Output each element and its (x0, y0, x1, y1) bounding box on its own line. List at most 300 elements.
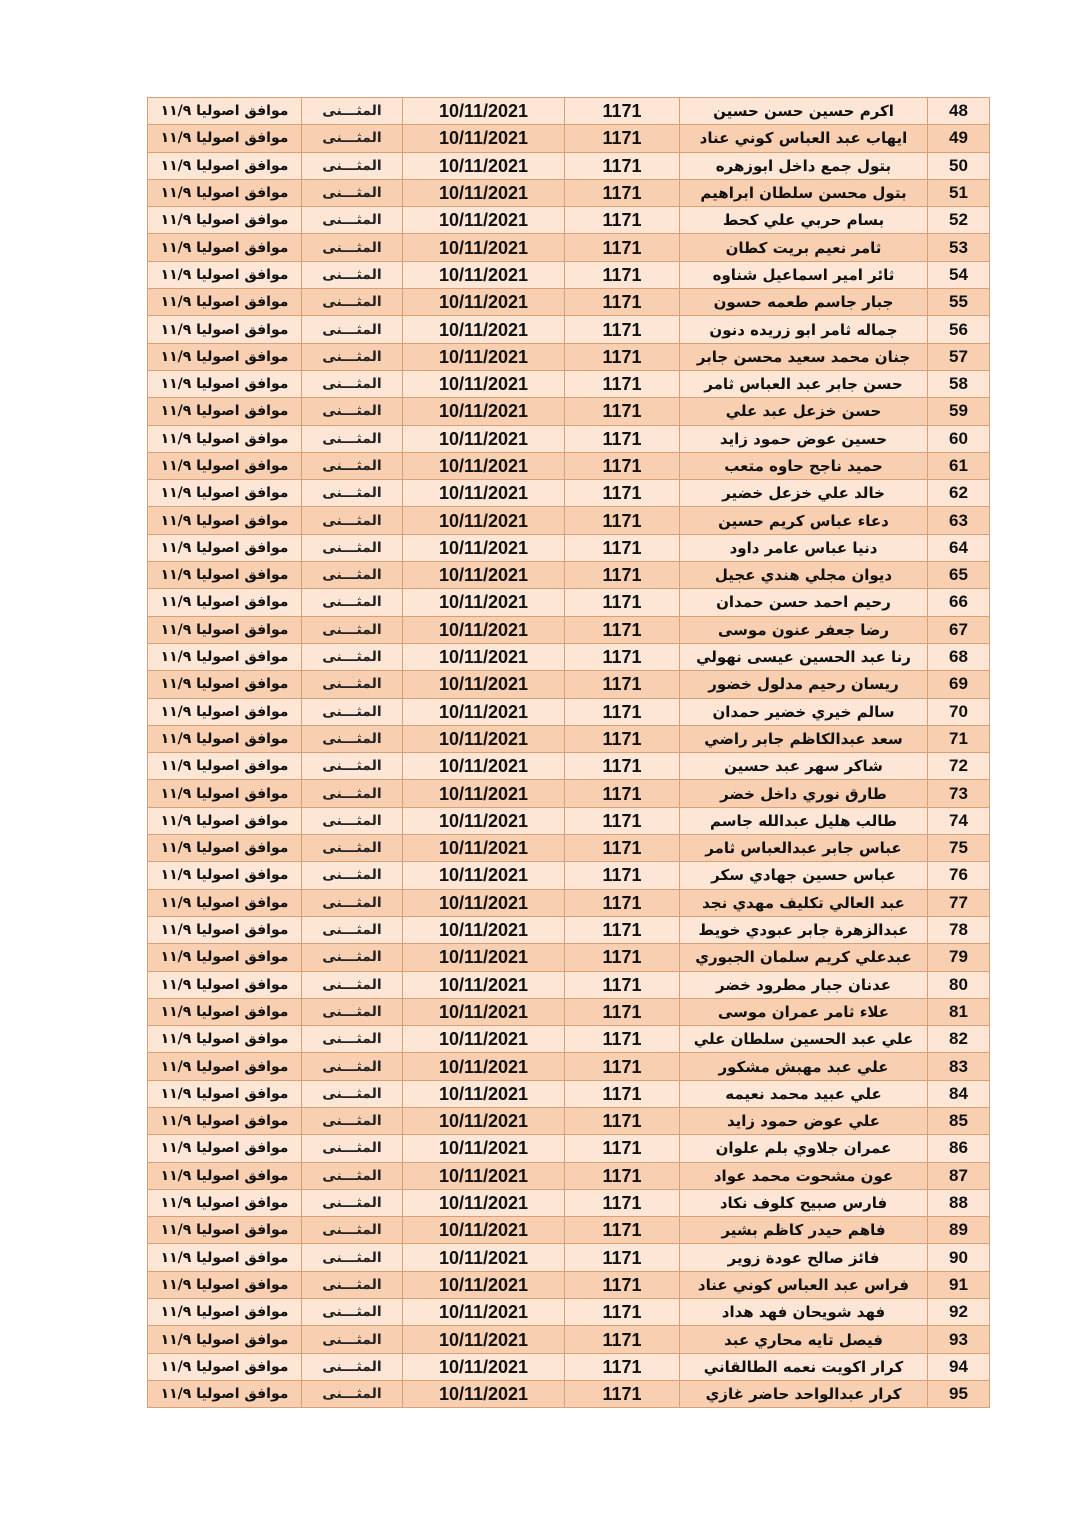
row-number-cell: 68 (928, 643, 990, 670)
governorate-cell: المثـــنى (302, 234, 403, 261)
date-cell: 10/11/2021 (403, 1189, 565, 1216)
table-row (148, 1107, 990, 1134)
row-number-cell: 72 (928, 753, 990, 780)
name-cell: فهد شويحان فهد هداد (680, 1299, 928, 1326)
name-cell: علي عوض حمود زايد (680, 1107, 928, 1134)
status-cell: موافق اصوليا ١١/٩ (148, 643, 302, 670)
table-row (148, 643, 990, 670)
code-cell: 1171 (565, 1244, 680, 1271)
table-row (148, 1053, 990, 1080)
table-row (148, 780, 990, 807)
row-number-cell: 69 (928, 671, 990, 698)
date-cell: 10/11/2021 (403, 1380, 565, 1407)
governorate-cell: المثـــنى (302, 671, 403, 698)
name-cell: علي عبد مهبش مشكور (680, 1053, 928, 1080)
governorate-cell: المثـــنى (302, 1080, 403, 1107)
table-row (148, 207, 990, 234)
date-cell: 10/11/2021 (403, 916, 565, 943)
row-number-cell: 81 (928, 998, 990, 1025)
status-cell: موافق اصوليا ١١/٩ (148, 1326, 302, 1353)
name-cell: عدنان جبار مطرود خضر (680, 971, 928, 998)
date-cell: 10/11/2021 (403, 1135, 565, 1162)
name-cell: رضا جعفر عنون موسى (680, 616, 928, 643)
row-number-cell: 78 (928, 916, 990, 943)
table-row (148, 725, 990, 752)
status-cell: موافق اصوليا ١١/٩ (148, 998, 302, 1025)
name-cell: جنان محمد سعيد محسن جابر (680, 343, 928, 370)
name-cell: دنيا عباس عامر داود (680, 534, 928, 561)
status-cell: موافق اصوليا ١١/٩ (148, 1053, 302, 1080)
code-cell: 1171 (565, 507, 680, 534)
status-cell: موافق اصوليا ١١/٩ (148, 753, 302, 780)
date-cell: 10/11/2021 (403, 398, 565, 425)
code-cell: 1171 (565, 234, 680, 261)
governorate-cell: المثـــنى (302, 998, 403, 1025)
governorate-cell: المثـــنى (302, 944, 403, 971)
status-cell: موافق اصوليا ١١/٩ (148, 152, 302, 179)
table-body (148, 98, 990, 1408)
governorate-cell: المثـــنى (302, 589, 403, 616)
code-cell: 1171 (565, 398, 680, 425)
code-cell: 1171 (565, 1271, 680, 1298)
row-number-cell: 80 (928, 971, 990, 998)
name-cell: اكرم حسين حسن حسين (680, 98, 928, 125)
status-cell: موافق اصوليا ١١/٩ (148, 671, 302, 698)
governorate-cell: المثـــنى (302, 207, 403, 234)
name-cell: فيصل تايه محاري عبد (680, 1326, 928, 1353)
governorate-cell: المثـــنى (302, 643, 403, 670)
code-cell: 1171 (565, 125, 680, 152)
governorate-cell: المثـــنى (302, 1244, 403, 1271)
code-cell: 1171 (565, 589, 680, 616)
name-cell: دعاء عباس كريم حسين (680, 507, 928, 534)
row-number-cell: 60 (928, 425, 990, 452)
code-cell: 1171 (565, 835, 680, 862)
row-number-cell: 63 (928, 507, 990, 534)
name-cell: ريسان رحيم مدلول خضور (680, 671, 928, 698)
governorate-cell: المثـــنى (302, 152, 403, 179)
name-cell: بتول جمع داخل ابوزهره (680, 152, 928, 179)
table-row (148, 807, 990, 834)
date-cell: 10/11/2021 (403, 98, 565, 125)
code-cell: 1171 (565, 152, 680, 179)
table-row (148, 1326, 990, 1353)
governorate-cell: المثـــنى (302, 862, 403, 889)
date-cell: 10/11/2021 (403, 1162, 565, 1189)
status-cell: موافق اصوليا ١١/٩ (148, 1217, 302, 1244)
date-cell: 10/11/2021 (403, 589, 565, 616)
date-cell: 10/11/2021 (403, 234, 565, 261)
table-row (148, 398, 990, 425)
status-cell: موافق اصوليا ١١/٩ (148, 1353, 302, 1380)
table-row (148, 534, 990, 561)
governorate-cell: المثـــنى (302, 425, 403, 452)
governorate-cell: المثـــنى (302, 1107, 403, 1134)
date-cell: 10/11/2021 (403, 207, 565, 234)
code-cell: 1171 (565, 944, 680, 971)
code-cell: 1171 (565, 179, 680, 206)
row-number-cell: 89 (928, 1217, 990, 1244)
row-number-cell: 75 (928, 835, 990, 862)
table-row (148, 1026, 990, 1053)
row-number-cell: 56 (928, 316, 990, 343)
row-number-cell: 70 (928, 698, 990, 725)
governorate-cell: المثـــنى (302, 807, 403, 834)
table-row (148, 1162, 990, 1189)
row-number-cell: 91 (928, 1271, 990, 1298)
status-cell: موافق اصوليا ١١/٩ (148, 562, 302, 589)
name-cell: علاء ثامر عمران موسى (680, 998, 928, 1025)
name-cell: عبدعلي كريم سلمان الجبوري (680, 944, 928, 971)
governorate-cell: المثـــنى (302, 370, 403, 397)
date-cell: 10/11/2021 (403, 1053, 565, 1080)
date-cell: 10/11/2021 (403, 944, 565, 971)
name-cell: عمران جلاوي بلم علوان (680, 1135, 928, 1162)
code-cell: 1171 (565, 807, 680, 834)
row-number-cell: 74 (928, 807, 990, 834)
status-cell: موافق اصوليا ١١/٩ (148, 944, 302, 971)
table-row (148, 507, 990, 534)
status-cell: موافق اصوليا ١١/٩ (148, 1189, 302, 1216)
code-cell: 1171 (565, 480, 680, 507)
table-row (148, 1380, 990, 1407)
name-cell: فراس عبد العباس كوني عناد (680, 1271, 928, 1298)
governorate-cell: المثـــنى (302, 753, 403, 780)
table-row (148, 944, 990, 971)
code-cell: 1171 (565, 316, 680, 343)
date-cell: 10/11/2021 (403, 1244, 565, 1271)
governorate-cell: المثـــنى (302, 1162, 403, 1189)
row-number-cell: 76 (928, 862, 990, 889)
table-row (148, 1271, 990, 1298)
status-cell: موافق اصوليا ١١/٩ (148, 725, 302, 752)
table-row (148, 1189, 990, 1216)
code-cell: 1171 (565, 1299, 680, 1326)
status-cell: موافق اصوليا ١١/٩ (148, 698, 302, 725)
date-cell: 10/11/2021 (403, 1299, 565, 1326)
governorate-cell: المثـــنى (302, 562, 403, 589)
code-cell: 1171 (565, 1380, 680, 1407)
status-cell: موافق اصوليا ١١/٩ (148, 807, 302, 834)
governorate-cell: المثـــنى (302, 1271, 403, 1298)
date-cell: 10/11/2021 (403, 1107, 565, 1134)
code-cell: 1171 (565, 562, 680, 589)
name-cell: فائز صالح عودة زوير (680, 1244, 928, 1271)
date-cell: 10/11/2021 (403, 671, 565, 698)
date-cell: 10/11/2021 (403, 507, 565, 534)
code-cell: 1171 (565, 916, 680, 943)
name-cell: علي عبيد محمد نعيمه (680, 1080, 928, 1107)
date-cell: 10/11/2021 (403, 1271, 565, 1298)
governorate-cell: المثـــنى (302, 889, 403, 916)
table-row (148, 452, 990, 479)
name-cell: رنا عبد الحسين عيسى نهولي (680, 643, 928, 670)
status-cell: موافق اصوليا ١١/٩ (148, 1135, 302, 1162)
status-cell: موافق اصوليا ١١/٩ (148, 234, 302, 261)
code-cell: 1171 (565, 889, 680, 916)
code-cell: 1171 (565, 998, 680, 1025)
governorate-cell: المثـــنى (302, 1217, 403, 1244)
row-number-cell: 64 (928, 534, 990, 561)
name-cell: عبدالزهرة جابر عبودي خويط (680, 916, 928, 943)
table-row (148, 152, 990, 179)
name-cell: حسن جابر عبد العباس ثامر (680, 370, 928, 397)
table-row (148, 125, 990, 152)
date-cell: 10/11/2021 (403, 1026, 565, 1053)
table-row (148, 562, 990, 589)
governorate-cell: المثـــنى (302, 316, 403, 343)
table-row (148, 261, 990, 288)
date-cell: 10/11/2021 (403, 643, 565, 670)
code-cell: 1171 (565, 289, 680, 316)
status-cell: موافق اصوليا ١١/٩ (148, 480, 302, 507)
table-row (148, 234, 990, 261)
status-cell: موافق اصوليا ١١/٩ (148, 425, 302, 452)
date-cell: 10/11/2021 (403, 562, 565, 589)
date-cell: 10/11/2021 (403, 152, 565, 179)
name-cell: كرار عبدالواحد حاضر غازي (680, 1380, 928, 1407)
name-cell: حسن خزعل عبد علي (680, 398, 928, 425)
table-row (148, 1353, 990, 1380)
name-cell: بسام حربي علي كحط (680, 207, 928, 234)
row-number-cell: 55 (928, 289, 990, 316)
row-number-cell: 53 (928, 234, 990, 261)
date-cell: 10/11/2021 (403, 289, 565, 316)
status-cell: موافق اصوليا ١١/٩ (148, 507, 302, 534)
row-number-cell: 85 (928, 1107, 990, 1134)
name-cell: عبد العالي تكليف مهدي نجد (680, 889, 928, 916)
status-cell: موافق اصوليا ١١/٩ (148, 98, 302, 125)
code-cell: 1171 (565, 1135, 680, 1162)
name-cell: فاهم حيدر كاظم بشير (680, 1217, 928, 1244)
table-row (148, 916, 990, 943)
row-number-cell: 84 (928, 1080, 990, 1107)
date-cell: 10/11/2021 (403, 780, 565, 807)
row-number-cell: 67 (928, 616, 990, 643)
status-cell: موافق اصوليا ١١/٩ (148, 398, 302, 425)
code-cell: 1171 (565, 698, 680, 725)
status-cell: موافق اصوليا ١١/٩ (148, 207, 302, 234)
name-cell: فارس صبيح كلوف نكاد (680, 1189, 928, 1216)
table-row (148, 98, 990, 125)
name-cell: بتول محسن سلطان ابراهيم (680, 179, 928, 206)
date-cell: 10/11/2021 (403, 125, 565, 152)
name-cell: ثائر امير اسماعيل شناوه (680, 261, 928, 288)
date-cell: 10/11/2021 (403, 1080, 565, 1107)
row-number-cell: 49 (928, 125, 990, 152)
code-cell: 1171 (565, 1353, 680, 1380)
governorate-cell: المثـــنى (302, 1189, 403, 1216)
governorate-cell: المثـــنى (302, 179, 403, 206)
code-cell: 1171 (565, 1162, 680, 1189)
governorate-cell: المثـــنى (302, 616, 403, 643)
code-cell: 1171 (565, 425, 680, 452)
row-number-cell: 94 (928, 1353, 990, 1380)
table-row (148, 889, 990, 916)
name-cell: حسين عوض حمود زايد (680, 425, 928, 452)
name-cell: طارق نوري داخل خضر (680, 780, 928, 807)
name-cell: طالب هليل عبدالله جاسم (680, 807, 928, 834)
code-cell: 1171 (565, 1217, 680, 1244)
code-cell: 1171 (565, 534, 680, 561)
date-cell: 10/11/2021 (403, 179, 565, 206)
table-row (148, 480, 990, 507)
code-cell: 1171 (565, 725, 680, 752)
governorate-cell: المثـــنى (302, 98, 403, 125)
governorate-cell: المثـــنى (302, 971, 403, 998)
name-cell: عباس حسين جهادي سكر (680, 862, 928, 889)
status-cell: موافق اصوليا ١١/٩ (148, 1380, 302, 1407)
code-cell: 1171 (565, 616, 680, 643)
row-number-cell: 50 (928, 152, 990, 179)
code-cell: 1171 (565, 753, 680, 780)
status-cell: موافق اصوليا ١١/٩ (148, 343, 302, 370)
row-number-cell: 87 (928, 1162, 990, 1189)
governorate-cell: المثـــنى (302, 835, 403, 862)
status-cell: موافق اصوليا ١١/٩ (148, 316, 302, 343)
date-cell: 10/11/2021 (403, 807, 565, 834)
status-cell: موافق اصوليا ١١/٩ (148, 452, 302, 479)
name-cell: جماله ثامر ابو زريده دنون (680, 316, 928, 343)
date-cell: 10/11/2021 (403, 261, 565, 288)
governorate-cell: المثـــنى (302, 289, 403, 316)
row-number-cell: 61 (928, 452, 990, 479)
row-number-cell: 77 (928, 889, 990, 916)
code-cell: 1171 (565, 452, 680, 479)
name-cell: ديوان مجلي هندي عجيل (680, 562, 928, 589)
status-cell: موافق اصوليا ١١/٩ (148, 289, 302, 316)
status-cell: موافق اصوليا ١١/٩ (148, 971, 302, 998)
date-cell: 10/11/2021 (403, 835, 565, 862)
table-row (148, 971, 990, 998)
name-cell: عون مشحوت محمد عواد (680, 1162, 928, 1189)
code-cell: 1171 (565, 98, 680, 125)
date-cell: 10/11/2021 (403, 616, 565, 643)
table-row (148, 1244, 990, 1271)
date-cell: 10/11/2021 (403, 534, 565, 561)
governorate-cell: المثـــنى (302, 534, 403, 561)
governorate-cell: المثـــنى (302, 452, 403, 479)
code-cell: 1171 (565, 1053, 680, 1080)
date-cell: 10/11/2021 (403, 343, 565, 370)
name-cell: عباس جابر عبدالعباس ثامر (680, 835, 928, 862)
table-row (148, 753, 990, 780)
table-row (148, 289, 990, 316)
code-cell: 1171 (565, 1107, 680, 1134)
name-cell: خالد علي خزعل خضير (680, 480, 928, 507)
status-cell: موافق اصوليا ١١/٩ (148, 1244, 302, 1271)
status-cell: موافق اصوليا ١١/٩ (148, 370, 302, 397)
table-row (148, 370, 990, 397)
date-cell: 10/11/2021 (403, 316, 565, 343)
row-number-cell: 83 (928, 1053, 990, 1080)
status-cell: موافق اصوليا ١١/٩ (148, 889, 302, 916)
name-cell: علي عبد الحسين سلطان علي (680, 1026, 928, 1053)
row-number-cell: 73 (928, 780, 990, 807)
row-number-cell: 90 (928, 1244, 990, 1271)
name-cell: رحيم احمد حسن حمدان (680, 589, 928, 616)
name-cell: سعد عبدالكاظم جابر راضي (680, 725, 928, 752)
table-row (148, 671, 990, 698)
code-cell: 1171 (565, 862, 680, 889)
governorate-cell: المثـــنى (302, 1299, 403, 1326)
governorate-cell: المثـــنى (302, 507, 403, 534)
code-cell: 1171 (565, 1080, 680, 1107)
row-number-cell: 48 (928, 98, 990, 125)
approval-list-table (147, 97, 990, 1408)
status-cell: موافق اصوليا ١١/٩ (148, 534, 302, 561)
row-number-cell: 62 (928, 480, 990, 507)
row-number-cell: 82 (928, 1026, 990, 1053)
row-number-cell: 86 (928, 1135, 990, 1162)
table-row (148, 835, 990, 862)
table-row (148, 316, 990, 343)
table-row (148, 616, 990, 643)
code-cell: 1171 (565, 1189, 680, 1216)
governorate-cell: المثـــنى (302, 1053, 403, 1080)
name-cell: جبار جاسم طعمه حسون (680, 289, 928, 316)
name-cell: سالم خيري خضير حمدان (680, 698, 928, 725)
governorate-cell: المثـــنى (302, 1353, 403, 1380)
date-cell: 10/11/2021 (403, 370, 565, 397)
governorate-cell: المثـــنى (302, 343, 403, 370)
date-cell: 10/11/2021 (403, 998, 565, 1025)
governorate-cell: المثـــنى (302, 1026, 403, 1053)
governorate-cell: المثـــنى (302, 725, 403, 752)
date-cell: 10/11/2021 (403, 862, 565, 889)
status-cell: موافق اصوليا ١١/٩ (148, 916, 302, 943)
status-cell: موافق اصوليا ١١/٩ (148, 835, 302, 862)
code-cell: 1171 (565, 643, 680, 670)
governorate-cell: المثـــنى (302, 125, 403, 152)
code-cell: 1171 (565, 370, 680, 397)
code-cell: 1171 (565, 1326, 680, 1353)
row-number-cell: 88 (928, 1189, 990, 1216)
code-cell: 1171 (565, 261, 680, 288)
table-row (148, 343, 990, 370)
date-cell: 10/11/2021 (403, 452, 565, 479)
governorate-cell: المثـــنى (302, 1326, 403, 1353)
governorate-cell: المثـــنى (302, 698, 403, 725)
code-cell: 1171 (565, 671, 680, 698)
name-cell: ثامر نعيم بريت كطان (680, 234, 928, 261)
governorate-cell: المثـــنى (302, 480, 403, 507)
governorate-cell: المثـــنى (302, 916, 403, 943)
governorate-cell: المثـــنى (302, 1380, 403, 1407)
date-cell: 10/11/2021 (403, 971, 565, 998)
status-cell: موافق اصوليا ١١/٩ (148, 1271, 302, 1298)
code-cell: 1171 (565, 780, 680, 807)
date-cell: 10/11/2021 (403, 753, 565, 780)
row-number-cell: 52 (928, 207, 990, 234)
date-cell: 10/11/2021 (403, 725, 565, 752)
row-number-cell: 79 (928, 944, 990, 971)
table-row (148, 1135, 990, 1162)
status-cell: موافق اصوليا ١١/٩ (148, 780, 302, 807)
code-cell: 1171 (565, 343, 680, 370)
status-cell: موافق اصوليا ١١/٩ (148, 1299, 302, 1326)
status-cell: موافق اصوليا ١١/٩ (148, 862, 302, 889)
table-row (148, 1299, 990, 1326)
name-cell: كرار اكويت نعمه الطالقاني (680, 1353, 928, 1380)
status-cell: موافق اصوليا ١١/٩ (148, 261, 302, 288)
status-cell: موافق اصوليا ١١/٩ (148, 179, 302, 206)
table-row (148, 589, 990, 616)
governorate-cell: المثـــنى (302, 398, 403, 425)
row-number-cell: 57 (928, 343, 990, 370)
row-number-cell: 95 (928, 1380, 990, 1407)
date-cell: 10/11/2021 (403, 889, 565, 916)
